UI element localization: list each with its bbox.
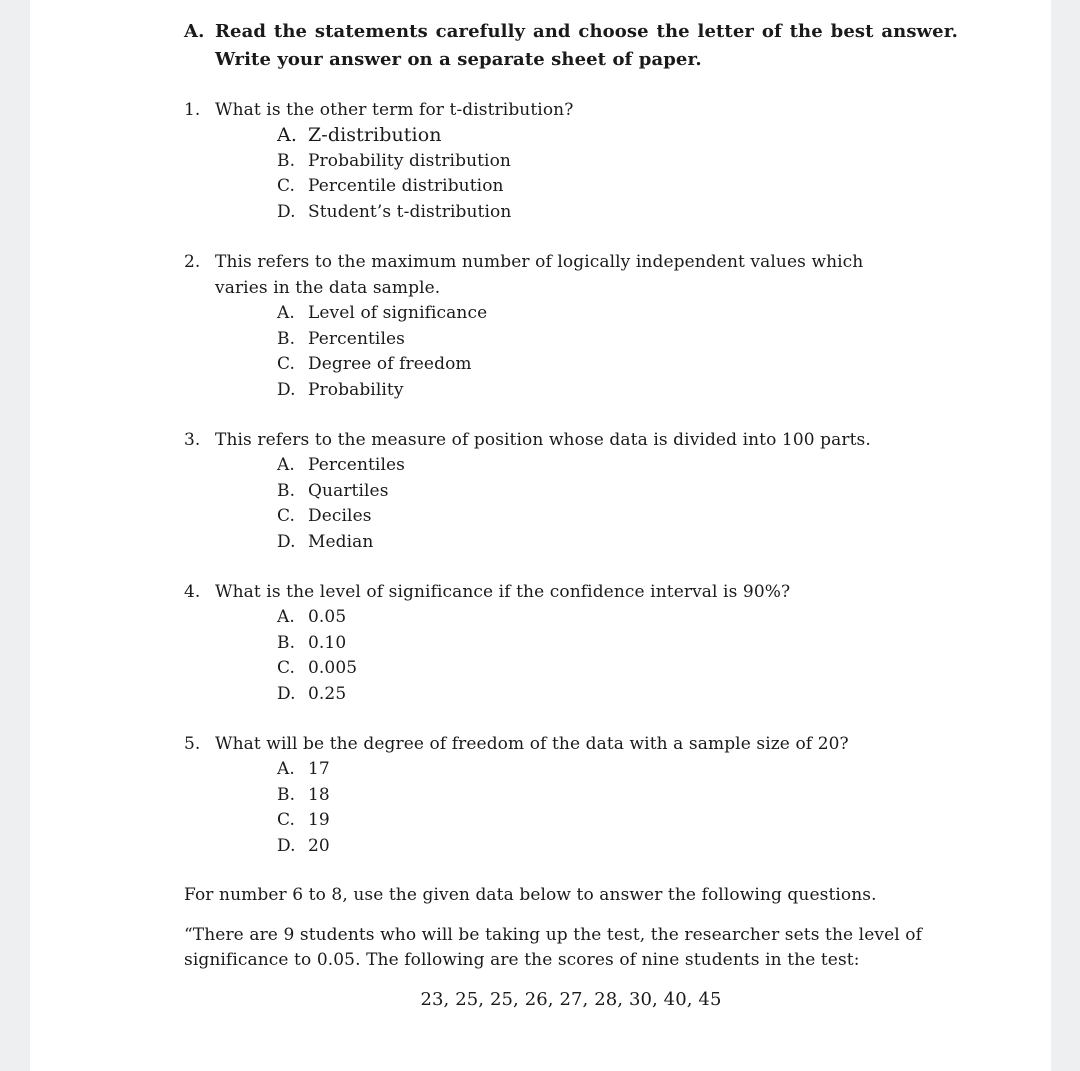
choice-item [277, 808, 958, 834]
choice-text: Z-distribution [308, 124, 442, 146]
question-3 [184, 427, 958, 555]
choice-list [277, 453, 958, 555]
choice-text: 0.05 [308, 607, 347, 627]
choice-letter: C. [277, 810, 296, 830]
choice-item [277, 834, 958, 860]
choice-text: Percentile distribution [308, 176, 504, 196]
choice-item [277, 200, 958, 226]
choice-letter: C. [277, 658, 296, 678]
choice-letter: B. [277, 328, 296, 349]
choice-text: Quartiles [308, 480, 389, 501]
choice-letter: C. [277, 506, 296, 526]
choice-list [277, 757, 958, 859]
question-number: 1. [184, 100, 201, 120]
choice-letter: D. [277, 379, 296, 400]
choice-item [277, 378, 958, 404]
choice-item [277, 757, 958, 783]
choice-letter: C. [277, 354, 296, 374]
choice-text: 20 [308, 835, 330, 856]
question-text: What will be the degree of freedom of the data with a sample size of 20? [215, 734, 849, 754]
choice-text: Percentiles [308, 455, 405, 475]
choice-item [277, 479, 958, 505]
question-text: This refers to the maximum number of logically independent values which varies in the data sample. [215, 252, 864, 298]
choice-text: Level of significance [308, 303, 488, 323]
choice-letter: D. [277, 201, 296, 222]
choice-letter: D. [277, 531, 296, 552]
choice-letter: C. [277, 176, 296, 196]
choice-text: 0.005 [308, 658, 358, 678]
choice-letter: D. [277, 835, 296, 856]
question-number: 2. [184, 252, 201, 272]
choice-item [277, 174, 958, 200]
choice-item [277, 123, 958, 149]
choice-letter: B. [277, 150, 296, 171]
question-text: What is the level of significance if the confidence interval is 90%? [215, 582, 791, 602]
score-list: 23, 25, 25, 26, 27, 28, 30, 40, 45 [420, 989, 722, 1010]
choice-letter: A. [277, 759, 295, 779]
document-page [30, 0, 1051, 1071]
choice-letter: B. [277, 784, 296, 805]
choice-text: 19 [308, 810, 330, 830]
choice-letter: A. [277, 455, 295, 475]
choice-text: Degree of freedom [308, 354, 472, 374]
group-intro-paragraph: For number 6 to 8, use the given data below to answer the following questions. [184, 885, 877, 905]
choice-text: 0.25 [308, 683, 347, 704]
choice-item [277, 605, 958, 631]
question-list [184, 97, 958, 859]
question-number: 4. [184, 582, 201, 602]
choice-text: Median [308, 531, 374, 552]
choice-letter: A. [277, 124, 297, 146]
choice-letter: B. [277, 480, 296, 501]
question-1 [184, 97, 958, 225]
question-text: What is the other term for t-distribution? [215, 100, 574, 120]
choice-item [277, 783, 958, 809]
question-4 [184, 579, 958, 707]
choice-letter: D. [277, 683, 296, 704]
choice-item [277, 149, 958, 175]
choice-letter: A. [277, 303, 295, 323]
question-text: This refers to the measure of position whose data is divided into 100 parts. [215, 430, 871, 450]
choice-item [277, 352, 958, 378]
choice-list [277, 301, 958, 403]
choice-text: Deciles [308, 506, 372, 526]
choice-letter: B. [277, 632, 296, 653]
choice-item [277, 453, 958, 479]
quiz-document [184, 18, 958, 1012]
choice-text: 18 [308, 784, 330, 805]
choice-list [277, 123, 958, 225]
choice-text: 0.10 [308, 632, 347, 653]
question-5 [184, 731, 958, 859]
choice-text: Probability [308, 379, 404, 400]
choice-item [277, 301, 958, 327]
question-2 [184, 249, 958, 403]
choice-letter: A. [277, 607, 295, 627]
choice-item [277, 682, 958, 708]
section-marker: A. [184, 21, 205, 42]
choice-text: Percentiles [308, 328, 405, 349]
choice-list [277, 605, 958, 707]
choice-item [277, 656, 958, 682]
choice-item [277, 327, 958, 353]
choice-text: Student’s t-distribution [308, 201, 512, 222]
choice-item [277, 504, 958, 530]
question-number: 5. [184, 734, 201, 754]
scenario-paragraph: “There are 9 students who will be taking up the test, the researcher sets the level of significance to 0.05. The following are the scores of nine students in the test: [184, 925, 923, 970]
choice-text: Probability distribution [308, 150, 511, 171]
choice-text: 17 [308, 759, 330, 779]
instruction-heading [184, 18, 958, 74]
question-number: 3. [184, 430, 201, 450]
choice-item [277, 530, 958, 556]
choice-item [277, 631, 958, 657]
instruction-text: Read the statements carefully and choose the letter of the best answer. Write your answer on a separate sheet of paper. [215, 21, 958, 70]
